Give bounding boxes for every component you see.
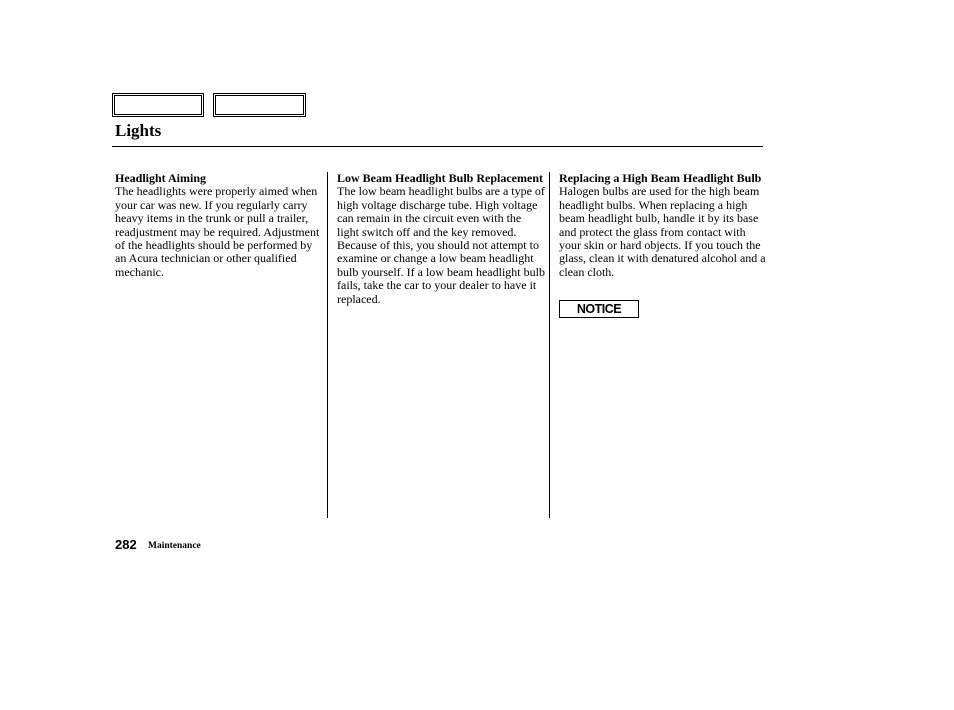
section-heading: Replacing a High Beam Headlight Bulb [559,171,762,185]
nav-tab-previous[interactable] [112,93,204,117]
title-divider [112,146,763,147]
column-divider [327,172,328,518]
page-title: Lights [115,121,162,140]
column-headlight-aiming [115,172,323,279]
column-low-beam-replacement [337,172,545,306]
section-body: The headlights were properly aimed when your car was new. If you regularly carry heavy items in the trunk or pull a trailer, readjustment may be required. Adjustment of the headlights should be performed by an Acura technician or other qualified mechanic. [115,184,320,279]
section-heading: Headlight Aiming [115,171,207,185]
page-number: 282 [115,537,137,552]
column-divider [549,172,550,518]
nav-tab-next[interactable] [213,93,306,117]
section-heading: Low Beam Headlight Bulb Replacement [337,171,543,185]
column-high-beam-replacement [559,172,767,318]
notice-badge: NOTICE [559,300,639,318]
section-body: Halogen bulbs are used for the high beam headlight bulbs. When replacing a high beam headlight bulb, handle it by its base and protect the glass from contact with your skin or hard objects. If you touch the glass, clean it with denatured alcohol and a clean cloth. [559,184,766,279]
footer-section-name: Maintenance [148,541,201,551]
section-body: The low beam headlight bulbs are a type of high voltage discharge tube. High voltage can remain in the circuit even with the light switch off and the key removed. Because of this, you should not attempt to examine or change a low beam headlight bulb yourself. If a low beam headlight bulb fails, take the car to your dealer to have it replaced. [337,184,545,306]
